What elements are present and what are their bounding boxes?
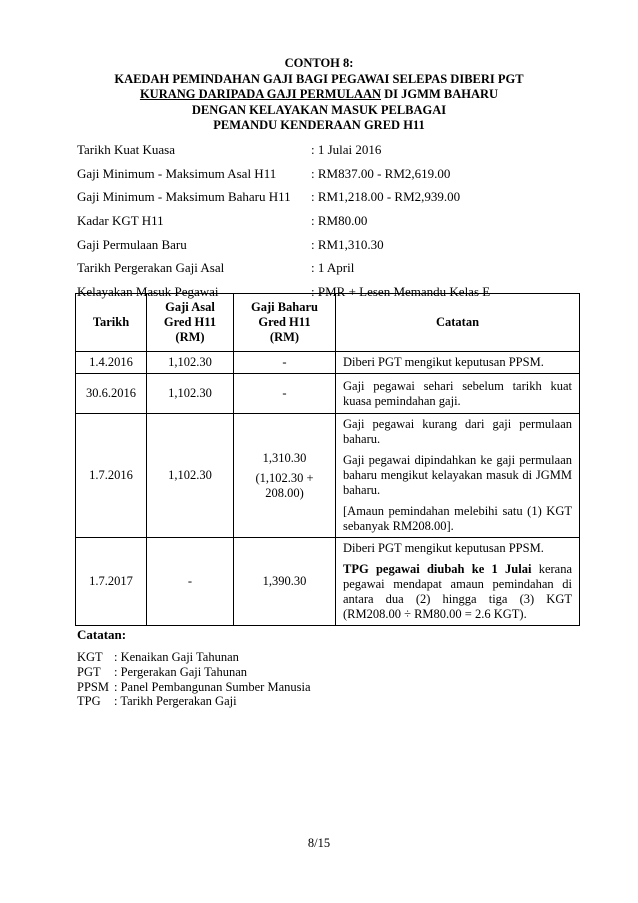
info-label: Gaji Minimum - Maksimum Asal H11 (77, 165, 277, 181)
salary-table (75, 293, 580, 626)
cell-gaji-asal: 1,102.30 (147, 414, 234, 538)
abbreviation-item (77, 650, 311, 665)
cell-gaji-baharu-line: (1,102.30 + (255, 470, 314, 485)
note-paragraph (343, 562, 572, 622)
table-header-row (76, 294, 580, 352)
info-value: : PMR + Lesen Memandu Kelas E (311, 284, 491, 300)
note-paragraph: Diberi PGT mengikut keputusan PPSM. (343, 541, 544, 555)
info-value: : 1 Julai 2016 (311, 142, 382, 157)
heading-title-line-2 (60, 87, 578, 103)
cell-tarikh: 30.6.2016 (76, 374, 147, 414)
cell-tarikh: 1.7.2017 (76, 538, 147, 626)
note-text: kerana pegawai mendapat amaun pemindahan di antara dua (2) hingga tiga (3) KGT (RM208.00 ÷ RM80.00 = 2.6 KGT). (343, 562, 573, 621)
table-row (76, 414, 580, 538)
info-row (77, 209, 557, 233)
info-row (77, 162, 557, 186)
info-value: : RM1,218.00 - RM2,939.00 (311, 189, 461, 205)
cell-tarikh: 1.7.2016 (76, 414, 147, 538)
cell-gaji-baharu: - (234, 352, 336, 374)
note-paragraph: Gaji pegawai kurang dari gaji permulaan baharu. (343, 417, 572, 446)
abbreviation-description: : Panel Pembangunan Sumber Manusia (114, 679, 311, 694)
info-label: Tarikh Pergerakan Gaji Asal (77, 260, 225, 276)
header-catatan: Catatan (336, 294, 580, 352)
info-row (77, 138, 557, 162)
abbreviation-item (77, 665, 311, 680)
info-value: : RM1,310.30 (311, 236, 384, 252)
heading-underlined-text: KURANG DARIPADA GAJI PERMULAAN (139, 87, 382, 101)
table-row (76, 374, 580, 414)
cell-catatan (336, 538, 580, 626)
page-number: 8/15 (307, 836, 331, 850)
abbreviation-description: : Tarikh Pergerakan Gaji (114, 694, 237, 709)
cell-gaji-baharu: 1,390.30 (234, 538, 336, 626)
header-gaji-baharu (234, 294, 336, 352)
abbreviation-item (77, 680, 311, 695)
header-tarikh: Tarikh (76, 294, 147, 352)
info-label: Kelayakan Masuk Pegawai (77, 284, 219, 300)
heading-title-line-4: PEMANDU KENDERAAN GRED H11 (213, 118, 425, 132)
cell-gaji-baharu-line: 1,310.30 (262, 450, 307, 465)
header-gaji-asal-line: Gaji Asal (165, 300, 215, 314)
heading-example-number: CONTOH 8: (284, 56, 354, 70)
info-row (77, 233, 557, 257)
catatan-title: Catatan: (77, 627, 127, 642)
info-list (77, 138, 557, 304)
cell-gaji-asal: 1,102.30 (147, 352, 234, 374)
cell-gaji-asal: - (147, 538, 234, 626)
abbreviation-item (77, 694, 311, 709)
cell-catatan (336, 414, 580, 538)
info-value: : RM80.00 (311, 213, 368, 229)
cell-gaji-baharu: - (234, 374, 336, 414)
header-gaji-asal-line: Gred H11 (163, 315, 217, 329)
abbreviation: KGT (77, 650, 103, 664)
heading-title-line-2-rest: DI JGMM BAHARU (381, 87, 499, 101)
header-gaji-baharu-line: Gaji Baharu (250, 300, 319, 314)
abbreviation: TPG (77, 694, 101, 709)
abbreviation: PPSM (77, 679, 109, 694)
cell-gaji-baharu-line: 208.00) (265, 485, 304, 500)
table-row (76, 538, 580, 626)
info-row (77, 256, 557, 280)
abbreviation-description: : Kenaikan Gaji Tahunan (114, 650, 239, 664)
table-row (76, 352, 580, 374)
note-bold-text: TPG pegawai diubah ke 1 Julai (343, 562, 532, 576)
header-gaji-asal-line: (RM) (175, 330, 205, 344)
cell-catatan: Gaji pegawai sehari sebelum tarikh kuat kuasa pemindahan gaji. (336, 374, 580, 414)
info-value: : 1 April (311, 260, 355, 276)
heading-title-line-1: KAEDAH PEMINDAHAN GAJI BAGI PEGAWAI SELEPAS DIBERI PGT (114, 71, 524, 86)
info-label: Tarikh Kuat Kuasa (77, 142, 176, 157)
info-value: : RM837.00 - RM2,619.00 (311, 165, 451, 181)
info-label: Kadar KGT H11 (77, 213, 164, 229)
cell-tarikh: 1.4.2016 (76, 352, 147, 374)
abbreviation-list (77, 650, 311, 709)
header-gaji-baharu-line: Gred H11 (258, 315, 311, 329)
document-heading (60, 56, 578, 134)
info-label: Gaji Permulaan Baru (77, 236, 187, 252)
info-label: Gaji Minimum - Maksimum Baharu H11 (77, 189, 291, 205)
note-paragraph: Gaji pegawai dipindahkan ke gaji permulaan baharu mengikut kelayakan masuk di JGMM baharu. (343, 453, 572, 497)
heading-title-line-3: DENGAN KELAYAKAN MASUK PELBAGAI (191, 102, 447, 117)
cell-gaji-baharu (234, 414, 336, 538)
note-paragraph: [Amaun pemindahan melebihi satu (1) KGT sebanyak RM208.00]. (343, 504, 572, 533)
abbreviation: PGT (77, 664, 101, 679)
abbreviation-description: : Pergerakan Gaji Tahunan (114, 664, 247, 679)
cell-gaji-asal: 1,102.30 (147, 374, 234, 414)
cell-catatan: Diberi PGT mengikut keputusan PPSM. (336, 352, 580, 374)
header-gaji-baharu-line: (RM) (269, 330, 300, 344)
header-gaji-asal (147, 294, 234, 352)
info-row (77, 185, 557, 209)
